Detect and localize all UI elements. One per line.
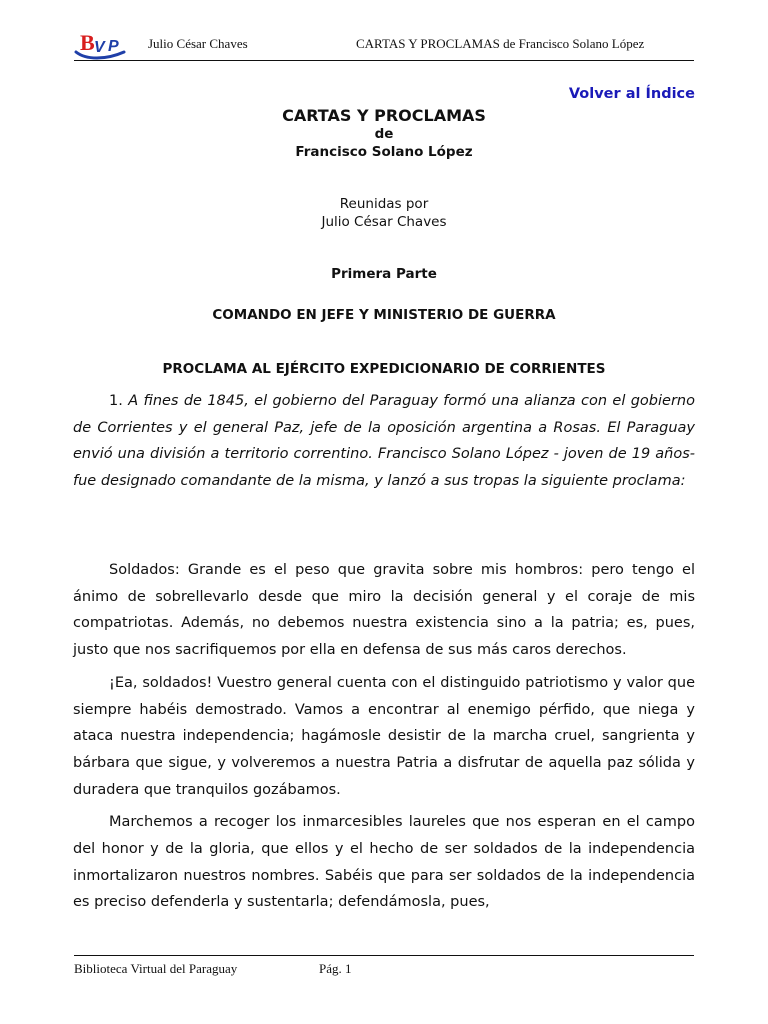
- section-heading: COMANDO EN JEFE Y MINISTERIO DE GUERRA: [212, 307, 556, 323]
- document-author: Francisco Solano López: [295, 144, 473, 160]
- logo-letter-p: P: [108, 38, 119, 55]
- logo-letter-b: B: [80, 30, 95, 55]
- library-logo: [74, 30, 140, 60]
- intro-block: [73, 388, 695, 495]
- body-paragraph: Soldados: Grande es el peso que gravita sobre mis hombros: pero tengo el ánimo de sobrellevarlo desde que miro la decisión general y el coraje de mis compatriotas. Además, no debemos nuestra existencia sino a la patria; es, pues, justo que nos sacrifiquemos por ella en defensa de sus más caros derechos.: [73, 562, 695, 659]
- compiled-by-label: Reunidas por: [339, 196, 429, 212]
- part-heading: Primera Parte: [331, 266, 437, 282]
- intro-paragraph: [73, 388, 695, 495]
- compiled-by-name: Julio César Chaves: [321, 214, 447, 230]
- header-divider: [74, 60, 694, 61]
- document-title: CARTAS Y PROCLAMAS: [282, 106, 486, 125]
- header-title: CARTAS Y PROCLAMAS de Francisco Solano López: [356, 36, 645, 51]
- footer-library: Biblioteca Virtual del Paraguay: [74, 961, 238, 976]
- intro-text: A fines de 1845, el gobierno del Paraguay formó una alianza con el gobierno de Corrientes y el general Paz, jefe de la oposición argentina a Rosas. El Paraguay envió una división a territorio correntino. Francisco Solano López - joven de 19 años- fue designado comandante de la misma, y lanzó a sus tropas la siguiente proclama:: [73, 393, 695, 490]
- footer-divider: [74, 955, 694, 956]
- back-to-index-link[interactable]: Volver al Índice: [568, 86, 695, 102]
- logo-letter-v: V: [94, 39, 105, 56]
- document-title-connector: de: [374, 126, 394, 142]
- header-author: Julio César Chaves: [148, 36, 248, 51]
- proclama-heading: PROCLAMA AL EJÉRCITO EXPEDICIONARIO DE CORRIENTES: [162, 361, 606, 377]
- page-number: Pág. 1: [319, 961, 352, 976]
- proclama-body: [73, 557, 695, 916]
- intro-number: 1.: [109, 393, 129, 409]
- page-header: [0, 0, 768, 62]
- body-paragraph: ¡Ea, soldados! Vuestro general cuenta con el distinguido patriotismo y valor que siempre habéis demostrado. Vamos a encontrar al enemigo pérfido, que niega y ataca nuestra independencia; hagámosle desistir de la marcha cruel, sangrienta y bárbara que sigue, y volveremos a nuestra Patria a disfrutar de aquella paz sólida y duradera que tranquilos gozábamos.: [73, 674, 695, 798]
- body-paragraph: Marchemos a recoger los inmarcesibles laureles que nos esperan en el campo del honor y de la gloria, que ellos y el hecho de ser soldados de la independencia inmortalizaron nuestros nombres. Sabéis que para ser soldados de la independencia es preciso defenderla y sustentarla; defendámosla, pues,: [73, 814, 695, 911]
